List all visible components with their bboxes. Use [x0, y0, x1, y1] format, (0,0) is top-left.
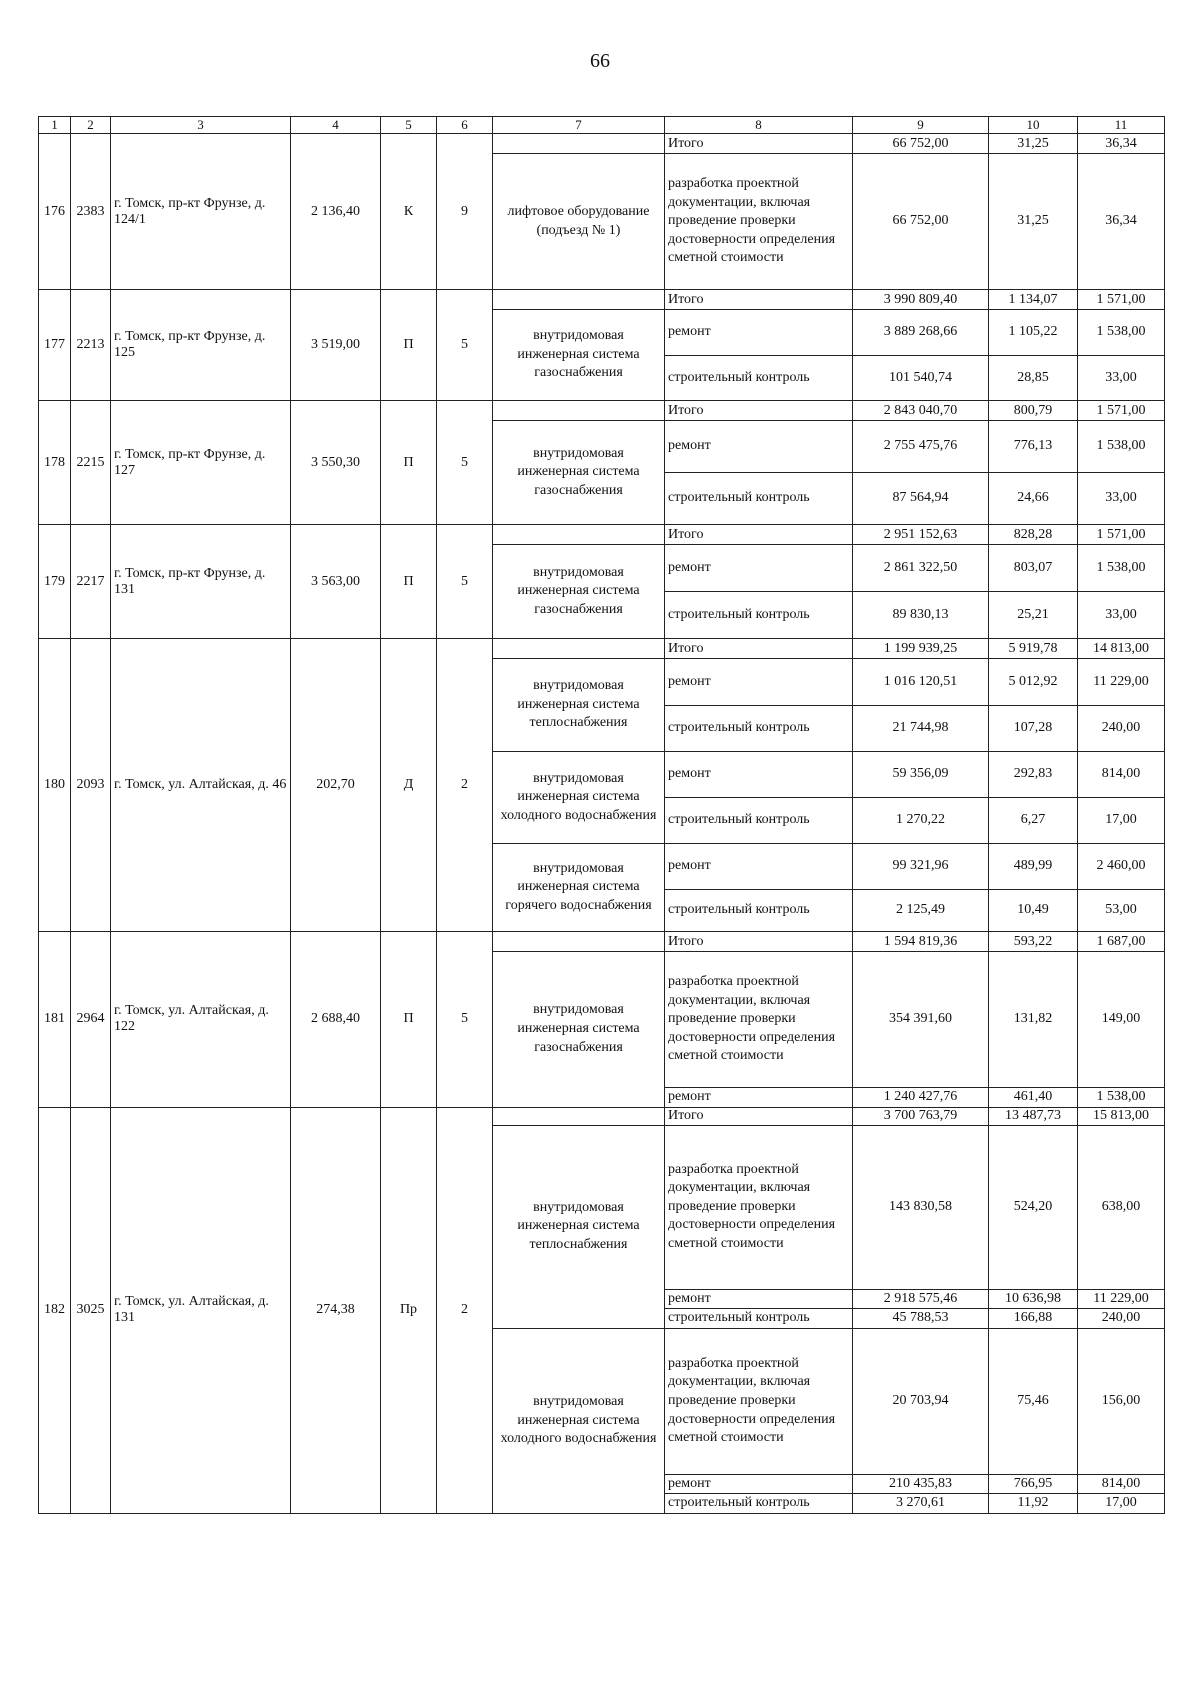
house-address: г. Томск, пр-кт Фрунзе, д. 127	[111, 401, 291, 525]
wall-material: К	[381, 134, 437, 290]
house-address: г. Томск, ул. Алтайская, д. 131	[111, 1107, 291, 1513]
work-cost-per-m2: 10 636,98	[989, 1289, 1078, 1309]
col-number: 6	[437, 117, 493, 134]
work-cost: 1 016 120,51	[853, 659, 989, 706]
work-limit-per-m2: 1 538,00	[1078, 310, 1165, 356]
empty-cell	[493, 290, 665, 310]
column-number-row	[39, 117, 1165, 134]
col-number: 4	[291, 117, 381, 134]
total-cost: 66 752,00	[853, 134, 989, 154]
empty-cell	[493, 1107, 665, 1125]
col-number: 5	[381, 117, 437, 134]
wall-material: П	[381, 290, 437, 401]
work-limit-per-m2: 1 538,00	[1078, 421, 1165, 473]
work-cost-per-m2: 166,88	[989, 1309, 1078, 1329]
work-type: строительный контроль	[665, 473, 853, 525]
work-cost: 66 752,00	[853, 154, 989, 290]
work-limit-per-m2: 53,00	[1078, 890, 1165, 932]
house-area: 2 136,40	[291, 134, 381, 290]
work-cost: 143 830,58	[853, 1125, 989, 1289]
work-cost-per-m2: 25,21	[989, 592, 1078, 639]
empty-cell	[493, 932, 665, 952]
work-cost: 87 564,94	[853, 473, 989, 525]
row-number: 181	[39, 932, 71, 1108]
col-number: 9	[853, 117, 989, 134]
work-limit-per-m2: 1 538,00	[1078, 1088, 1165, 1108]
work-cost-per-m2: 461,40	[989, 1088, 1078, 1108]
total-label: Итого	[665, 525, 853, 545]
work-cost: 101 540,74	[853, 356, 989, 401]
page-number: 66	[590, 50, 610, 72]
house-id: 2217	[71, 525, 111, 639]
wall-material: П	[381, 932, 437, 1108]
total-limit-per-m2: 1 687,00	[1078, 932, 1165, 952]
work-type: ремонт	[665, 310, 853, 356]
work-cost: 89 830,13	[853, 592, 989, 639]
house-address: г. Томск, пр-кт Фрунзе, д. 131	[111, 525, 291, 639]
total-label: Итого	[665, 290, 853, 310]
total-label: Итого	[665, 134, 853, 154]
work-cost-per-m2: 803,07	[989, 545, 1078, 592]
total-label: Итого	[665, 932, 853, 952]
floors-count: 2	[437, 639, 493, 932]
work-limit-per-m2: 36,34	[1078, 154, 1165, 290]
work-cost: 59 356,09	[853, 752, 989, 798]
engineering-system: внутридомовая инженерная система холодного водоснабжения	[493, 752, 665, 844]
work-type: разработка проектной документации, включая проведение проверки достоверности определения сметной стоимости	[665, 1328, 853, 1474]
total-limit-per-m2: 1 571,00	[1078, 290, 1165, 310]
engineering-system: лифтовое оборудование (подъезд № 1)	[493, 154, 665, 290]
work-cost: 20 703,94	[853, 1328, 989, 1474]
total-limit-per-m2: 14 813,00	[1078, 639, 1165, 659]
work-type: строительный контроль	[665, 890, 853, 932]
total-cost-per-m2: 1 134,07	[989, 290, 1078, 310]
col-number: 10	[989, 117, 1078, 134]
work-type: ремонт	[665, 844, 853, 890]
total-label: Итого	[665, 401, 853, 421]
total-cost-per-m2: 13 487,73	[989, 1107, 1078, 1125]
total-label: Итого	[665, 1107, 853, 1125]
table-row	[39, 134, 1165, 154]
engineering-system: внутридомовая инженерная система горячего водоснабжения	[493, 844, 665, 932]
house-address: г. Томск, пр-кт Фрунзе, д. 125	[111, 290, 291, 401]
engineering-system: внутридомовая инженерная система теплоснабжения	[493, 1125, 665, 1328]
floors-count: 5	[437, 932, 493, 1108]
work-type: строительный контроль	[665, 706, 853, 752]
total-cost-per-m2: 800,79	[989, 401, 1078, 421]
work-type: ремонт	[665, 545, 853, 592]
floors-count: 2	[437, 1107, 493, 1513]
work-limit-per-m2: 17,00	[1078, 798, 1165, 844]
work-cost-per-m2: 776,13	[989, 421, 1078, 473]
table-row	[39, 525, 1165, 545]
work-cost-per-m2: 10,49	[989, 890, 1078, 932]
house-id: 3025	[71, 1107, 111, 1513]
table-row	[39, 639, 1165, 659]
work-type: разработка проектной документации, включая проведение проверки достоверности определения сметной стоимости	[665, 952, 853, 1088]
work-cost-per-m2: 524,20	[989, 1125, 1078, 1289]
work-limit-per-m2: 2 460,00	[1078, 844, 1165, 890]
total-cost: 2 843 040,70	[853, 401, 989, 421]
wall-material: Пр	[381, 1107, 437, 1513]
col-number: 11	[1078, 117, 1165, 134]
wall-material: Д	[381, 639, 437, 932]
capital-repair-table	[38, 116, 1165, 1514]
work-type: строительный контроль	[665, 356, 853, 401]
total-cost-per-m2: 828,28	[989, 525, 1078, 545]
col-number: 8	[665, 117, 853, 134]
work-type: строительный контроль	[665, 1494, 853, 1514]
work-type: строительный контроль	[665, 1309, 853, 1329]
floors-count: 5	[437, 401, 493, 525]
work-limit-per-m2: 17,00	[1078, 1494, 1165, 1514]
col-number: 1	[39, 117, 71, 134]
work-cost: 1 270,22	[853, 798, 989, 844]
work-type: ремонт	[665, 421, 853, 473]
work-type: разработка проектной документации, включая проведение проверки достоверности определения сметной стоимости	[665, 154, 853, 290]
house-address: г. Томск, пр-кт Фрунзе, д. 124/1	[111, 134, 291, 290]
table-row	[39, 401, 1165, 421]
row-number: 177	[39, 290, 71, 401]
work-cost: 1 240 427,76	[853, 1088, 989, 1108]
total-cost: 1 594 819,36	[853, 932, 989, 952]
work-limit-per-m2: 240,00	[1078, 1309, 1165, 1329]
row-number: 179	[39, 525, 71, 639]
work-cost: 2 918 575,46	[853, 1289, 989, 1309]
work-limit-per-m2: 638,00	[1078, 1125, 1165, 1289]
engineering-system: внутридомовая инженерная система газоснабжения	[493, 545, 665, 639]
total-cost: 3 990 809,40	[853, 290, 989, 310]
work-cost-per-m2: 766,95	[989, 1474, 1078, 1494]
row-number: 182	[39, 1107, 71, 1513]
work-type: ремонт	[665, 752, 853, 798]
empty-cell	[493, 134, 665, 154]
total-cost-per-m2: 5 919,78	[989, 639, 1078, 659]
engineering-system: внутридомовая инженерная система холодного водоснабжения	[493, 1328, 665, 1513]
total-cost: 3 700 763,79	[853, 1107, 989, 1125]
house-address: г. Томск, ул. Алтайская, д. 122	[111, 932, 291, 1108]
work-cost: 21 744,98	[853, 706, 989, 752]
work-cost-per-m2: 5 012,92	[989, 659, 1078, 706]
total-cost-per-m2: 593,22	[989, 932, 1078, 952]
house-address: г. Томск, ул. Алтайская, д. 46	[111, 639, 291, 932]
work-cost-per-m2: 31,25	[989, 154, 1078, 290]
house-id: 2383	[71, 134, 111, 290]
wall-material: П	[381, 525, 437, 639]
house-id: 2964	[71, 932, 111, 1108]
work-limit-per-m2: 11 229,00	[1078, 659, 1165, 706]
work-limit-per-m2: 1 538,00	[1078, 545, 1165, 592]
engineering-system: внутридомовая инженерная система газоснабжения	[493, 952, 665, 1108]
work-type: ремонт	[665, 1474, 853, 1494]
work-type: строительный контроль	[665, 592, 853, 639]
work-limit-per-m2: 149,00	[1078, 952, 1165, 1088]
work-cost: 99 321,96	[853, 844, 989, 890]
empty-cell	[493, 525, 665, 545]
work-type: ремонт	[665, 1088, 853, 1108]
col-number: 3	[111, 117, 291, 134]
house-id: 2215	[71, 401, 111, 525]
col-number: 2	[71, 117, 111, 134]
engineering-system: внутридомовая инженерная система газоснабжения	[493, 421, 665, 525]
house-area: 3 550,30	[291, 401, 381, 525]
work-cost-per-m2: 6,27	[989, 798, 1078, 844]
total-limit-per-m2: 36,34	[1078, 134, 1165, 154]
col-number: 7	[493, 117, 665, 134]
empty-cell	[493, 639, 665, 659]
house-area: 2 688,40	[291, 932, 381, 1108]
work-cost-per-m2: 11,92	[989, 1494, 1078, 1514]
work-limit-per-m2: 240,00	[1078, 706, 1165, 752]
total-cost-per-m2: 31,25	[989, 134, 1078, 154]
row-number: 176	[39, 134, 71, 290]
work-limit-per-m2: 814,00	[1078, 752, 1165, 798]
work-cost: 3 270,61	[853, 1494, 989, 1514]
work-cost: 2 755 475,76	[853, 421, 989, 473]
table-row	[39, 1107, 1165, 1125]
work-cost: 210 435,83	[853, 1474, 989, 1494]
row-number: 180	[39, 639, 71, 932]
work-type: ремонт	[665, 659, 853, 706]
work-limit-per-m2: 33,00	[1078, 473, 1165, 525]
house-id: 2213	[71, 290, 111, 401]
house-id: 2093	[71, 639, 111, 932]
table-row	[39, 932, 1165, 952]
total-cost: 2 951 152,63	[853, 525, 989, 545]
total-cost: 1 199 939,25	[853, 639, 989, 659]
work-cost-per-m2: 75,46	[989, 1328, 1078, 1474]
work-type: разработка проектной документации, включая проведение проверки достоверности определения сметной стоимости	[665, 1125, 853, 1289]
work-cost-per-m2: 1 105,22	[989, 310, 1078, 356]
work-cost: 354 391,60	[853, 952, 989, 1088]
work-cost-per-m2: 107,28	[989, 706, 1078, 752]
work-cost-per-m2: 292,83	[989, 752, 1078, 798]
table-row	[39, 290, 1165, 310]
total-limit-per-m2: 1 571,00	[1078, 401, 1165, 421]
work-cost-per-m2: 28,85	[989, 356, 1078, 401]
house-area: 274,38	[291, 1107, 381, 1513]
row-number: 178	[39, 401, 71, 525]
work-type: ремонт	[665, 1289, 853, 1309]
wall-material: П	[381, 401, 437, 525]
total-limit-per-m2: 15 813,00	[1078, 1107, 1165, 1125]
work-cost-per-m2: 489,99	[989, 844, 1078, 890]
work-limit-per-m2: 11 229,00	[1078, 1289, 1165, 1309]
total-limit-per-m2: 1 571,00	[1078, 525, 1165, 545]
work-cost: 3 889 268,66	[853, 310, 989, 356]
work-limit-per-m2: 33,00	[1078, 592, 1165, 639]
house-area: 3 519,00	[291, 290, 381, 401]
engineering-system: внутридомовая инженерная система газоснабжения	[493, 310, 665, 401]
house-area: 202,70	[291, 639, 381, 932]
work-type: строительный контроль	[665, 798, 853, 844]
house-area: 3 563,00	[291, 525, 381, 639]
engineering-system: внутридомовая инженерная система теплоснабжения	[493, 659, 665, 752]
floors-count: 5	[437, 290, 493, 401]
work-cost-per-m2: 24,66	[989, 473, 1078, 525]
work-cost: 45 788,53	[853, 1309, 989, 1329]
work-cost: 2 125,49	[853, 890, 989, 932]
work-limit-per-m2: 33,00	[1078, 356, 1165, 401]
floors-count: 9	[437, 134, 493, 290]
floors-count: 5	[437, 525, 493, 639]
total-label: Итого	[665, 639, 853, 659]
work-cost: 2 861 322,50	[853, 545, 989, 592]
work-limit-per-m2: 814,00	[1078, 1474, 1165, 1494]
work-cost-per-m2: 131,82	[989, 952, 1078, 1088]
work-limit-per-m2: 156,00	[1078, 1328, 1165, 1474]
empty-cell	[493, 401, 665, 421]
